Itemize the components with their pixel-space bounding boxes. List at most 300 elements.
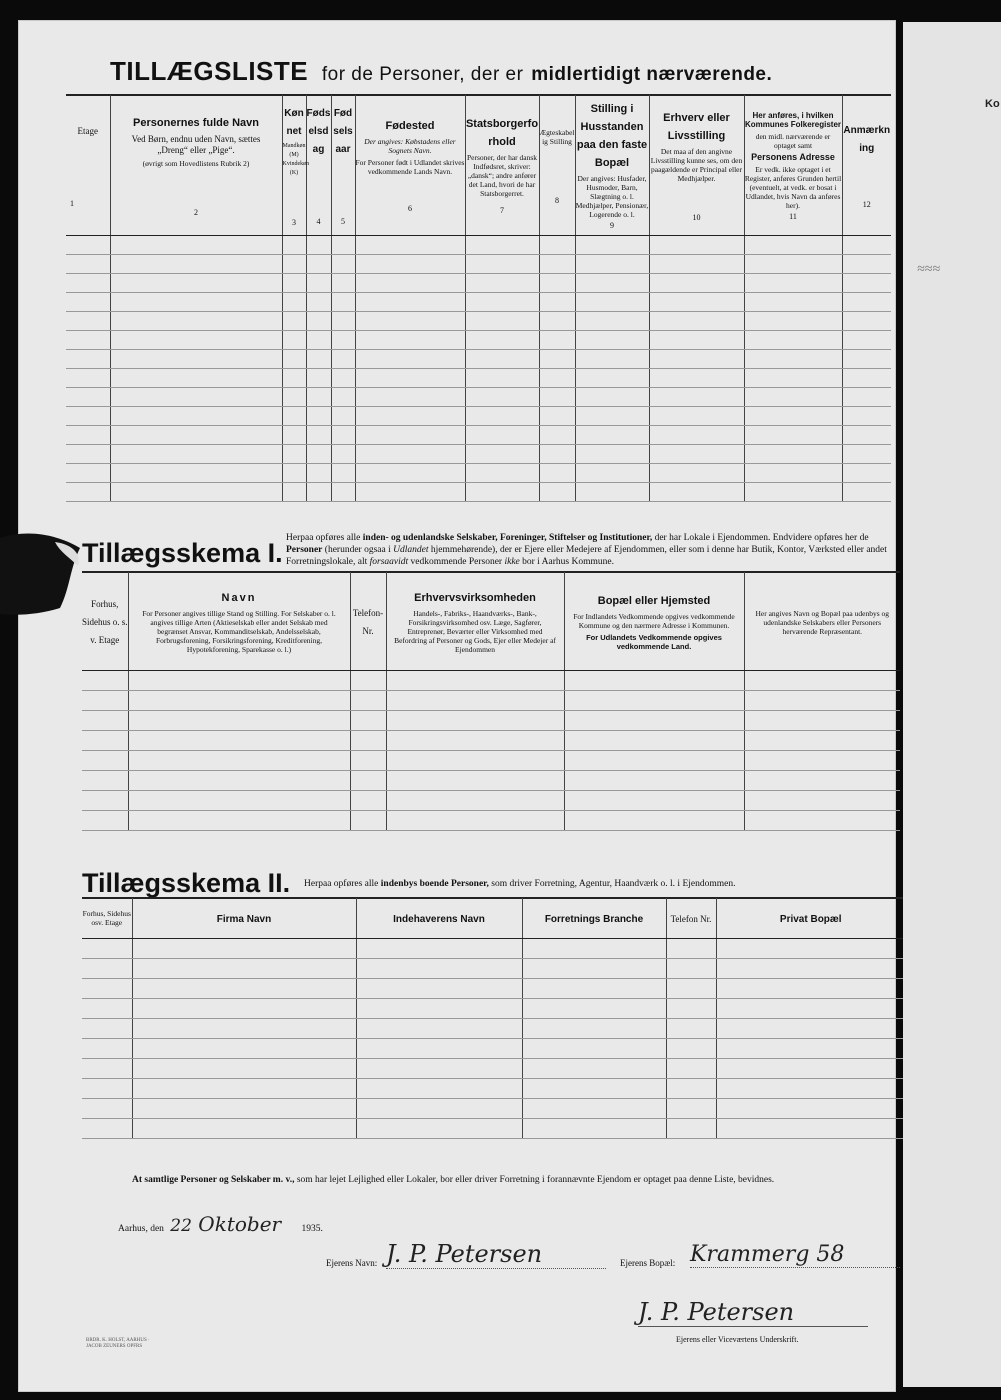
table-cell xyxy=(716,1098,905,1118)
table-cell xyxy=(132,1018,356,1038)
table-cell xyxy=(465,311,539,330)
table-cell xyxy=(282,406,306,425)
table-cell xyxy=(744,349,842,368)
table-cell xyxy=(306,330,331,349)
table-cell xyxy=(716,978,905,998)
table-cell xyxy=(842,406,891,425)
table-cell xyxy=(128,730,350,750)
table-cell xyxy=(539,463,575,482)
col-konnet: Kønnet Mandkøn (M) Kvindekøn (K) 3 xyxy=(282,95,306,235)
table-row xyxy=(66,254,891,273)
table-cell xyxy=(539,368,575,387)
table-cell xyxy=(465,254,539,273)
table-cell xyxy=(575,349,649,368)
table-row xyxy=(66,463,891,482)
table-cell xyxy=(575,311,649,330)
table-cell xyxy=(744,750,900,770)
skema1-header-row xyxy=(82,572,900,670)
owner-name-label: Ejerens Navn: xyxy=(326,1258,378,1268)
table-cell xyxy=(110,273,282,292)
table-cell xyxy=(66,235,110,254)
col-folkeregister: Her anføres, i hvilken Kommunes Folkeregister den midl. nærværende er optaget samt Personens Adresse Er vedk. ikke optaget i et Register, anføres Grunden hertil (eventuelt, at vedk. er bosat i Udlandet, hvis Navn da anføres her). 11 xyxy=(744,95,842,235)
table-cell xyxy=(331,292,355,311)
table-cell xyxy=(110,311,282,330)
table-cell xyxy=(564,810,744,830)
table-cell xyxy=(82,958,132,978)
table-row xyxy=(82,670,900,690)
table-cell xyxy=(649,349,744,368)
skema1-intro: Herpaa opføres alle inden- og udenlandske Selskaber, Foreninger, Stiftelser og Institutioner, der har Lokale i Ejendommen. Endvidere opføres her de Personer (herunder ogsaa i Udlandet hjemmehørende), der er Ejere eller Medejere af Ejendommen, eller som i denne har Butik, Kontor, Værksted eller andet Forretningslokale, alt forsaavidt vedkommende Personer ikke bor i Aarhus Kommune. xyxy=(286,533,887,567)
table-cell xyxy=(539,387,575,406)
table-cell xyxy=(306,311,331,330)
table-cell xyxy=(82,1058,132,1078)
table-cell xyxy=(331,273,355,292)
table-cell xyxy=(110,368,282,387)
s1-col-telefon: Telefon-Nr. xyxy=(350,572,386,670)
table-cell xyxy=(356,938,522,958)
table-cell xyxy=(128,770,350,790)
table-cell xyxy=(666,1118,716,1138)
table-cell xyxy=(842,463,891,482)
table-row xyxy=(82,958,905,978)
table-cell xyxy=(666,1038,716,1058)
table-cell xyxy=(842,254,891,273)
col-statsborger: Statsborgerforhold Personer, der har dansk Indfødsret, skriver: „dansk“; andre anfører det Land, hvori de har Statsborgerret. 7 xyxy=(465,95,539,235)
table-cell xyxy=(575,425,649,444)
main-list-table xyxy=(66,95,891,502)
table-cell xyxy=(355,444,465,463)
table-cell xyxy=(331,425,355,444)
table-cell xyxy=(66,482,110,501)
table-row xyxy=(82,690,900,710)
table-cell xyxy=(110,406,282,425)
s1-col-navn: Navn For Personer angives tillige Stand og Stilling. For Selskaber o. l. angives tillige Arten (Aktieselskab eller andet Selskab med begrænset Ansvar, Kommanditselskab, Andelsselskab, Forbrugsforening, Forsikringsforening, Kreditforening, Hypotekforening, Sparekasse o. l.) xyxy=(128,572,350,670)
table-cell xyxy=(306,254,331,273)
table-cell xyxy=(110,349,282,368)
table-cell xyxy=(331,330,355,349)
table-cell xyxy=(522,1118,666,1138)
table-cell xyxy=(350,730,386,750)
table-cell xyxy=(331,235,355,254)
table-row xyxy=(66,235,891,254)
table-cell xyxy=(331,482,355,501)
table-cell xyxy=(386,670,564,690)
table-cell xyxy=(82,790,128,810)
table-cell xyxy=(82,938,132,958)
table-cell xyxy=(355,254,465,273)
table-cell xyxy=(744,425,842,444)
table-row xyxy=(82,810,900,830)
table-cell xyxy=(355,387,465,406)
table-cell xyxy=(465,387,539,406)
table-cell xyxy=(350,790,386,810)
table-cell xyxy=(132,958,356,978)
table-cell xyxy=(716,998,905,1018)
table-cell xyxy=(355,425,465,444)
table-cell xyxy=(282,292,306,311)
table-cell xyxy=(716,1058,905,1078)
table-cell xyxy=(649,406,744,425)
table-cell xyxy=(564,690,744,710)
table-cell xyxy=(386,790,564,810)
table-cell xyxy=(355,368,465,387)
table-cell xyxy=(649,387,744,406)
table-cell xyxy=(355,273,465,292)
table-cell xyxy=(350,810,386,830)
col-etage: Etage 1 xyxy=(66,95,110,235)
table-cell xyxy=(649,273,744,292)
table-cell xyxy=(110,482,282,501)
table-cell xyxy=(282,330,306,349)
table-cell xyxy=(82,978,132,998)
table-cell xyxy=(575,482,649,501)
table-cell xyxy=(575,254,649,273)
table-cell xyxy=(306,368,331,387)
skema2-body xyxy=(82,938,905,1138)
table-cell xyxy=(575,235,649,254)
table-cell xyxy=(356,978,522,998)
table-cell xyxy=(132,1058,356,1078)
table-cell xyxy=(355,349,465,368)
table-cell xyxy=(282,368,306,387)
table-cell xyxy=(110,292,282,311)
table-cell xyxy=(539,254,575,273)
table-cell xyxy=(744,330,842,349)
col-fodselsaar: Fødselsaar 5 xyxy=(331,95,355,235)
table-cell xyxy=(575,463,649,482)
table-cell xyxy=(522,958,666,978)
table-cell xyxy=(128,690,350,710)
table-cell xyxy=(110,254,282,273)
table-cell xyxy=(356,1118,522,1138)
table-cell xyxy=(666,1098,716,1118)
table-cell xyxy=(66,444,110,463)
table-cell xyxy=(744,406,842,425)
table-cell xyxy=(306,235,331,254)
table-cell xyxy=(666,1058,716,1078)
table-cell xyxy=(716,1078,905,1098)
table-cell xyxy=(282,463,306,482)
skema2-intro: Herpaa opføres alle indenbys boende Personer, som driver Forretning, Agentur, Haandværk o. l. i Ejendommen. xyxy=(304,879,736,889)
skema1-body xyxy=(82,670,900,830)
owner-address: Krammerg 58 xyxy=(690,1242,900,1268)
table-cell xyxy=(522,1078,666,1098)
date-day: 22 xyxy=(170,1216,192,1236)
table-cell xyxy=(355,292,465,311)
table-row xyxy=(66,482,891,501)
table-cell xyxy=(744,292,842,311)
signature-label: Ejerens eller Viceværtens Underskrift. xyxy=(676,1335,799,1344)
table-cell xyxy=(744,254,842,273)
table-cell xyxy=(465,482,539,501)
table-row xyxy=(66,273,891,292)
table-cell xyxy=(128,670,350,690)
table-cell xyxy=(282,311,306,330)
s1-col-bopael: Bopæl eller Hjemsted For Indlandets Vedkommende opgives vedkommende Kommune og den nærmere Adresse i Kommunen. For Udlandets Vedkommende opgives vedkommende Land. xyxy=(564,572,744,670)
table-cell xyxy=(465,368,539,387)
table-cell xyxy=(331,406,355,425)
s1-col-etage: Forhus, Sidehus o. s. v. Etage xyxy=(82,572,128,670)
table-cell xyxy=(649,444,744,463)
table-cell xyxy=(744,710,900,730)
table-cell xyxy=(356,958,522,978)
table-cell xyxy=(282,387,306,406)
table-cell xyxy=(744,690,900,710)
table-cell xyxy=(128,790,350,810)
printer-mark: BRDR. K. HOLST, AARHUS · JACOB ZEUNERS OPFRS xyxy=(86,1338,150,1349)
table-row xyxy=(66,292,891,311)
table-cell xyxy=(564,730,744,750)
table-cell xyxy=(666,978,716,998)
table-cell xyxy=(128,810,350,830)
title-word: TILLÆGSLISTE xyxy=(110,56,309,86)
table-cell xyxy=(331,349,355,368)
table-cell xyxy=(522,998,666,1018)
s2-col-branche: Forretnings Branche xyxy=(522,898,666,938)
table-cell xyxy=(132,1078,356,1098)
table-cell xyxy=(306,444,331,463)
table-cell xyxy=(539,292,575,311)
table-cell xyxy=(564,710,744,730)
table-cell xyxy=(465,235,539,254)
skema1-table xyxy=(82,572,900,831)
table-cell xyxy=(386,710,564,730)
table-row xyxy=(82,750,900,770)
adjacent-page xyxy=(903,22,1001,1387)
table-cell xyxy=(465,463,539,482)
table-cell xyxy=(666,1018,716,1038)
table-cell xyxy=(82,710,128,730)
table-row xyxy=(82,1018,905,1038)
table-cell xyxy=(842,387,891,406)
table-cell xyxy=(716,958,905,978)
table-cell xyxy=(716,1018,905,1038)
table-cell xyxy=(66,368,110,387)
table-cell xyxy=(82,1118,132,1138)
table-cell xyxy=(132,1118,356,1138)
col-fodselsdag: Fødselsdag 4 xyxy=(306,95,331,235)
table-cell xyxy=(331,254,355,273)
table-cell xyxy=(386,810,564,830)
table-cell xyxy=(282,425,306,444)
table-cell xyxy=(82,1078,132,1098)
table-cell xyxy=(66,387,110,406)
table-cell xyxy=(386,770,564,790)
table-cell xyxy=(132,978,356,998)
table-row xyxy=(82,1118,905,1138)
table-cell xyxy=(306,349,331,368)
table-cell xyxy=(386,690,564,710)
table-cell xyxy=(465,273,539,292)
table-cell xyxy=(282,273,306,292)
table-cell xyxy=(564,770,744,790)
table-cell xyxy=(132,938,356,958)
table-cell xyxy=(666,958,716,978)
table-cell xyxy=(744,790,900,810)
table-cell xyxy=(110,463,282,482)
table-cell xyxy=(355,235,465,254)
table-cell xyxy=(744,770,900,790)
folded-corner-icon xyxy=(0,528,90,618)
table-cell xyxy=(539,406,575,425)
table-row xyxy=(66,330,891,349)
table-row xyxy=(82,978,905,998)
table-cell xyxy=(649,330,744,349)
table-cell xyxy=(331,387,355,406)
table-cell xyxy=(522,938,666,958)
table-cell xyxy=(842,349,891,368)
table-cell xyxy=(649,254,744,273)
table-cell xyxy=(132,998,356,1018)
table-cell xyxy=(666,998,716,1018)
table-cell xyxy=(350,750,386,770)
table-cell xyxy=(465,292,539,311)
table-row xyxy=(82,998,905,1018)
table-cell xyxy=(744,730,900,750)
table-row xyxy=(82,730,900,750)
table-cell xyxy=(564,790,744,810)
table-cell xyxy=(66,254,110,273)
table-cell xyxy=(522,1098,666,1118)
table-cell xyxy=(128,710,350,730)
date-line xyxy=(118,1212,378,1236)
table-cell xyxy=(282,349,306,368)
table-cell xyxy=(744,235,842,254)
table-row xyxy=(82,770,900,790)
table-cell xyxy=(82,730,128,750)
table-cell xyxy=(649,292,744,311)
table-cell xyxy=(465,425,539,444)
table-cell xyxy=(575,406,649,425)
table-cell xyxy=(649,311,744,330)
table-cell xyxy=(744,387,842,406)
main-title xyxy=(110,56,772,87)
table-cell xyxy=(744,311,842,330)
table-cell xyxy=(575,292,649,311)
s2-col-firma: Firma Navn xyxy=(132,898,356,938)
table-cell xyxy=(110,425,282,444)
table-cell xyxy=(282,254,306,273)
table-row xyxy=(82,790,900,810)
table-cell xyxy=(842,292,891,311)
list-header-row xyxy=(66,95,891,235)
table-cell xyxy=(66,273,110,292)
table-cell xyxy=(575,368,649,387)
table-cell xyxy=(716,938,905,958)
adjacent-page-fragment: Ko xyxy=(985,98,1000,110)
table-cell xyxy=(465,349,539,368)
table-cell xyxy=(465,444,539,463)
table-cell xyxy=(82,670,128,690)
skema2-title: Tillægsskema II. xyxy=(82,868,291,898)
table-cell xyxy=(356,1078,522,1098)
form-page xyxy=(18,20,896,1392)
table-cell xyxy=(306,292,331,311)
table-cell xyxy=(465,406,539,425)
table-cell xyxy=(355,482,465,501)
table-cell xyxy=(649,425,744,444)
table-cell xyxy=(386,730,564,750)
table-cell xyxy=(649,482,744,501)
table-cell xyxy=(350,770,386,790)
table-cell xyxy=(110,235,282,254)
col-navn: Personernes fulde Navn Ved Børn, endnu uden Navn, sættes „Dreng“ eller „Pige“. (øvrigt som Hovedlistens Rubrik 2) 2 xyxy=(110,95,282,235)
table-cell xyxy=(66,311,110,330)
table-row xyxy=(82,1038,905,1058)
owner-address-label: Ejerens Bopæl: xyxy=(620,1258,676,1268)
table-cell xyxy=(331,444,355,463)
table-cell xyxy=(744,444,842,463)
table-cell xyxy=(575,444,649,463)
table-cell xyxy=(66,292,110,311)
table-cell xyxy=(356,998,522,1018)
table-row xyxy=(66,406,891,425)
table-cell xyxy=(539,425,575,444)
table-row xyxy=(82,1078,905,1098)
s1-col-repraesentant: Her angives Navn og Bopæl paa udenbys og udenlandske Selskabers eller Personers herværende Repræsentant. xyxy=(744,572,900,670)
declaration: At samtlige Personer og Selskaber m. v., som har lejet Lejlighed eller Lokaler, bor eller driver Forretning i forannævnte Ejendom er optaget paa denne Liste, bevidnes. xyxy=(132,1175,775,1185)
table-cell xyxy=(350,670,386,690)
owner-name: J. P. Petersen xyxy=(386,1240,606,1269)
table-cell xyxy=(132,1038,356,1058)
s1-col-erhverv: Erhvervsvirksomheden Handels-, Fabriks-, Haandværks-, Bank-, Forsikringsvirksomhed osv. Læge, Sagfører, Entreprenør, Beværter eller Virksomhed med Befordring af Personer og Gods, Ejer eller Medejer af Ejendommen xyxy=(386,572,564,670)
table-cell xyxy=(82,690,128,710)
table-cell xyxy=(82,1018,132,1038)
col-anmaerkning: Anmærkning 12 xyxy=(842,95,891,235)
title-end: midlertidigt nærværende. xyxy=(531,64,773,85)
table-cell xyxy=(306,482,331,501)
table-cell xyxy=(82,1038,132,1058)
table-cell xyxy=(564,670,744,690)
adjacent-page-smudge: ≈≈≈ xyxy=(917,262,941,277)
table-cell xyxy=(539,330,575,349)
s2-col-etage: Forhus, Sidehus osv. Etage xyxy=(82,898,132,938)
table-cell xyxy=(356,1058,522,1078)
col-erhverv: Erhverv eller Livsstilling Det maa af den angivne Livsstilling kunne ses, om den paagældende er Principal eller Medhjælper. 10 xyxy=(649,95,744,235)
table-cell xyxy=(356,1038,522,1058)
table-cell xyxy=(66,349,110,368)
table-row xyxy=(66,311,891,330)
table-cell xyxy=(842,235,891,254)
table-cell xyxy=(386,750,564,770)
table-cell xyxy=(842,273,891,292)
table-cell xyxy=(110,330,282,349)
date-month: Oktober xyxy=(198,1212,282,1236)
table-cell xyxy=(282,444,306,463)
table-cell xyxy=(666,938,716,958)
table-row xyxy=(82,1058,905,1078)
table-cell xyxy=(575,387,649,406)
skema2-table xyxy=(82,898,905,1139)
table-cell xyxy=(306,463,331,482)
table-cell xyxy=(82,770,128,790)
table-cell xyxy=(306,273,331,292)
col-stilling: Stilling i Husstanden paa den faste Bopæl Der angives: Husfader, Husmoder, Barn, Slægtning o. l. Medhjælper, Pensionær, Logerende o. l. 9 xyxy=(575,95,649,235)
table-cell xyxy=(355,463,465,482)
table-cell xyxy=(355,406,465,425)
table-cell xyxy=(842,311,891,330)
table-cell xyxy=(110,387,282,406)
table-row xyxy=(66,368,891,387)
table-cell xyxy=(575,273,649,292)
table-cell xyxy=(82,810,128,830)
title-rest: for de Personer, der er xyxy=(321,64,524,85)
table-cell xyxy=(522,1058,666,1078)
table-cell xyxy=(744,670,900,690)
table-cell xyxy=(842,444,891,463)
table-cell xyxy=(306,406,331,425)
table-cell xyxy=(306,425,331,444)
